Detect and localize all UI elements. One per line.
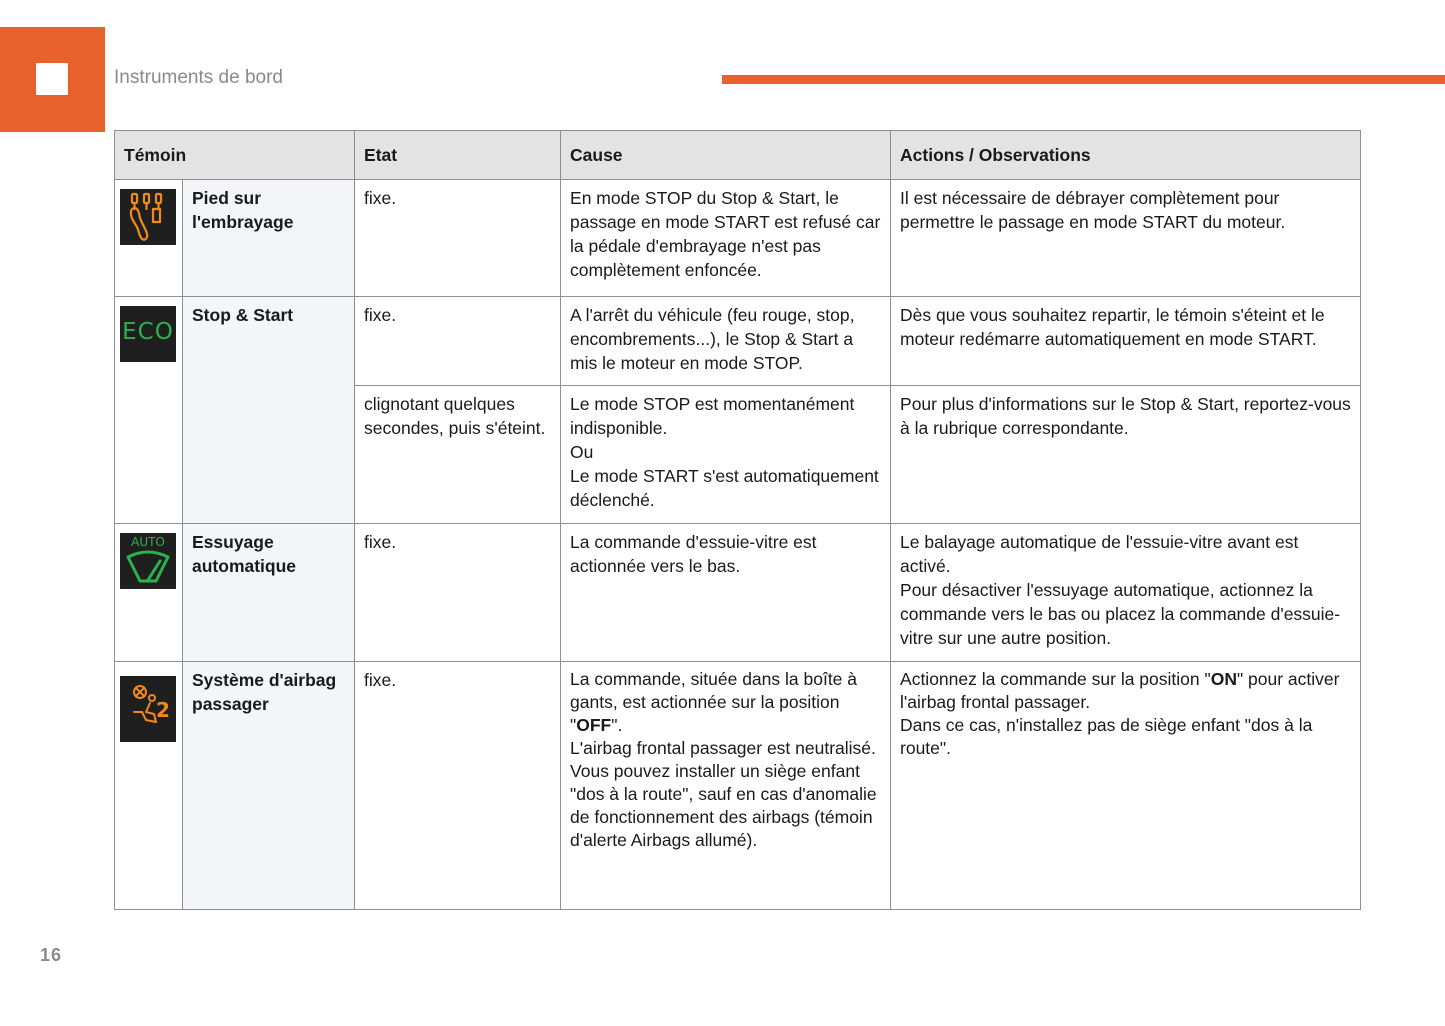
header-etat: Etat (355, 131, 561, 180)
table-row (115, 524, 1361, 662)
off-position-label: OFF (576, 715, 612, 735)
auto-wiper-icon-label: AUTO (131, 535, 165, 549)
actions-cell: Il est nécessaire de débrayer complètement pour permettre le passage en mode START du moteur. (891, 180, 1361, 297)
state-cell: fixe. (355, 297, 561, 386)
clutch-pedal-icon (120, 189, 176, 245)
actions-line: Actionnez la commande sur la position "ON" pour activer l'airbag frontal passager. (900, 669, 1340, 712)
actions-cell: Pour plus d'informations sur le Stop & Start, reportez-vous à la rubrique correspondante. (891, 386, 1361, 524)
actions-cell: Dès que vous souhaitez repartir, le témoin s'éteint et le moteur redémarre automatiquement en mode START. (891, 297, 1361, 386)
cause-line: La commande, située dans la boîte à gants, est actionnée sur la position "OFF". (570, 669, 858, 735)
header-cause: Cause (561, 131, 891, 180)
warning-name: Essuyage automatique (183, 524, 355, 662)
state-cell: clignotant quelques secondes, puis s'éteint. (355, 386, 561, 524)
cause-line: Vous pouvez installer un siège enfant "dos à la route", sauf en cas d'anomalie de fonctionnement des airbags (témoin d'alerte Airbags allumé). (570, 761, 877, 850)
header-rule (722, 75, 1445, 84)
cause-cell: En mode STOP du Stop & Start, le passage en mode START est refusé car la pédale d'embrayage n'est pas complètement enfoncée. (561, 180, 891, 297)
warning-name: Pied sur l'embrayage (183, 180, 355, 297)
icon-cell (115, 524, 183, 662)
section-title: Instruments de bord (114, 67, 283, 88)
cause-line: L'airbag frontal passager est neutralisé. (570, 738, 876, 758)
eco-icon (120, 306, 176, 362)
warning-name: Stop & Start (183, 297, 355, 524)
section-tab-block (0, 27, 105, 132)
passenger-airbag-icon-label: 2 (156, 698, 170, 722)
header-temoin: Témoin (115, 131, 355, 180)
icon-cell (115, 662, 183, 910)
warning-name: Système d'airbag passager (183, 662, 355, 910)
cause-cell: La commande d'essuie-vitre est actionnée vers le bas. (561, 524, 891, 662)
actions-line: Le balayage automatique de l'essuie-vitre avant est activé. (900, 532, 1299, 576)
actions-cell (891, 524, 1361, 662)
cause-cell (561, 662, 891, 910)
actions-cell (891, 662, 1361, 910)
table-row (115, 180, 1361, 297)
cause-line: Le mode START s'est automatiquement déclenché. (570, 466, 879, 510)
table-row (115, 662, 1361, 910)
section-tab-square (36, 63, 68, 95)
header-actions: Actions / Observations (891, 131, 1361, 180)
cause-cell: A l'arrêt du véhicule (feu rouge, stop, encombrements...), le Stop & Start a mis le moteur en mode STOP. (561, 297, 891, 386)
page-number: 16 (40, 945, 63, 965)
eco-icon-label: ECO (122, 319, 174, 345)
actions-line: Pour désactiver l'essuyage automatique, actionnez la commande vers le bas ou placez la commande d'essuie-vitre sur une autre position. (900, 580, 1341, 648)
table-row (115, 297, 1361, 386)
state-cell: fixe. (355, 180, 561, 297)
icon-cell (115, 297, 183, 524)
warning-lights-table (114, 130, 1361, 910)
actions-line: Dans ce cas, n'installez pas de siège enfant "dos à la route". (900, 715, 1313, 758)
state-cell: fixe. (355, 662, 561, 910)
cause-cell (561, 386, 891, 524)
on-position-label: ON (1210, 669, 1237, 689)
passenger-airbag-icon (120, 676, 176, 742)
cause-line: Le mode STOP est momentanément indisponible. (570, 394, 855, 438)
table-header-row (115, 131, 1361, 180)
auto-wiper-icon (120, 533, 176, 589)
cause-line: Ou (570, 442, 594, 462)
icon-cell (115, 180, 183, 297)
state-cell: fixe. (355, 524, 561, 662)
